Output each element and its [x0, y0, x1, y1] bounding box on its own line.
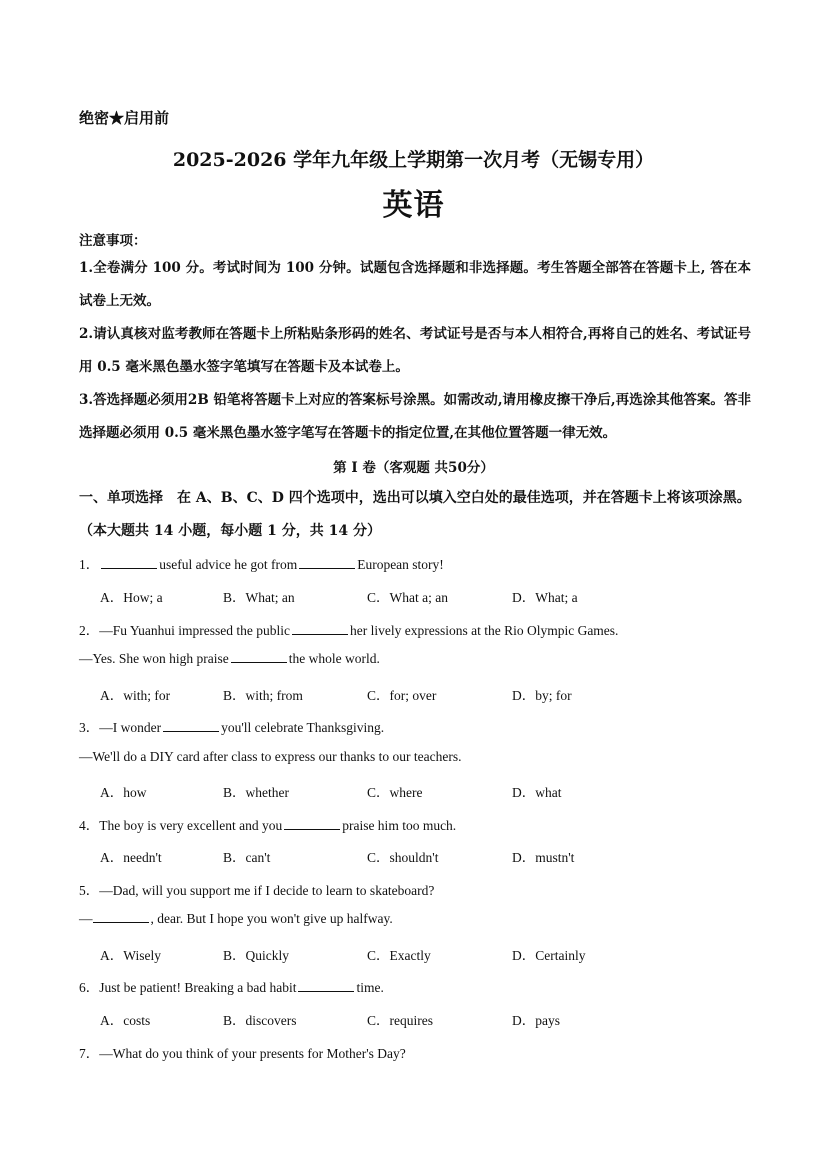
option-c: C．shouldn't: [367, 850, 439, 865]
option-a: A．needn't: [100, 850, 162, 865]
answer-blank: [292, 623, 348, 635]
option-b: B．What; an: [223, 590, 295, 605]
notice-item: 2.请认真核对监考教师在答题卡上所粘贴条形码的姓名、考试证号是否与本人相符合,再将自己的姓名、考试证号用 0.5 毫米黑色墨水签字笔填写在答题卡及本试卷上。: [79, 326, 751, 375]
answer-blank: [93, 911, 149, 923]
option-d: D．what: [512, 785, 562, 800]
option-d: D．pays: [512, 1013, 560, 1028]
option-d: D．What; a: [512, 590, 578, 605]
part-title: 第 I 卷（客观题 共50分）: [333, 460, 494, 476]
answer-blank: [231, 651, 287, 663]
answer-blank: [284, 818, 340, 830]
question-7: 7．—What do you think of your presents for Mother's Day?: [79, 1046, 406, 1061]
answer-blank: [298, 980, 354, 992]
confidential-label: 绝密★启用前: [79, 109, 170, 127]
option-c: C．What a; an: [367, 590, 448, 605]
option-a: A．costs: [100, 1013, 151, 1028]
option-a: A．how: [100, 785, 147, 800]
answer-blank: [101, 557, 157, 569]
exam-title: 2025-2026 学年九年级上学期第一次月考（无锡专用）: [172, 149, 655, 171]
option-d: D．by; for: [512, 688, 572, 703]
option-a: A．How; a: [100, 590, 163, 605]
option-d: D．mustn't: [512, 850, 575, 865]
question-5-reply: — , dear. But I hope you won't give up halfway.: [79, 911, 393, 926]
option-c: C．for; over: [367, 688, 437, 703]
question-3-reply: —We'll do a DIY card after class to express our thanks to our teachers.: [79, 749, 462, 764]
question-1: 1． useful advice he got from European story!: [79, 557, 444, 572]
option-c: C．where: [367, 785, 423, 800]
question-3: 3．—I wonder you'll celebrate Thanksgiving.: [79, 720, 385, 735]
question-6: 6．Just be patient! Breaking a bad habit time.: [79, 980, 384, 995]
answer-blank: [163, 720, 219, 732]
option-a: A．with; for: [100, 688, 171, 703]
notice-item: 3.答选择题必须用2B 铅笔将答题卡上对应的答案标号涂黑。如需改动,请用橡皮擦干净后,再选涂其他答案。答非选择题必须用 0.5 毫米黑色墨水签字笔写在答题卡的指定位置,在其他位置答题一律无效。: [79, 392, 751, 441]
option-c: C．Exactly: [367, 948, 431, 963]
option-b: B．discovers: [223, 1013, 297, 1028]
option-a: A．Wisely: [100, 948, 161, 963]
option-b: B．with; from: [223, 688, 303, 703]
question-5: 5．—Dad, will you support me if I decide to learn to skateboard?: [79, 883, 435, 898]
notice-item: 1.全卷满分 100 分。考试时间为 100 分钟。试题包含选择题和非选择题。考生答题全部答在答题卡上, 答在本试卷上无效。: [79, 260, 751, 309]
notice-heading: 注意事项：: [79, 233, 147, 249]
option-d: D．Certainly: [512, 948, 586, 963]
option-b: B．Quickly: [223, 948, 289, 963]
option-b: B．whether: [223, 785, 289, 800]
question-4: 4．The boy is very excellent and you praise him too much.: [79, 818, 457, 833]
option-b: B．can't: [223, 850, 271, 865]
question-2-reply: —Yes. She won high praise the whole world.: [79, 651, 380, 666]
section-instructions: 一、单项选择 在 A、B、C、D 四个选项中，选出可以填入空白处的最佳选项，并在答题卡上将该项涂黑。（本大题共 14 小题，每小题 1 分，共 14 分）: [79, 490, 751, 539]
option-c: C．requires: [367, 1013, 433, 1028]
answer-blank: [299, 557, 355, 569]
subject-title: 英语: [382, 188, 445, 223]
question-2: 2．—Fu Yuanhui impressed the public her lively expressions at the Rio Olympic Games.: [79, 623, 619, 638]
